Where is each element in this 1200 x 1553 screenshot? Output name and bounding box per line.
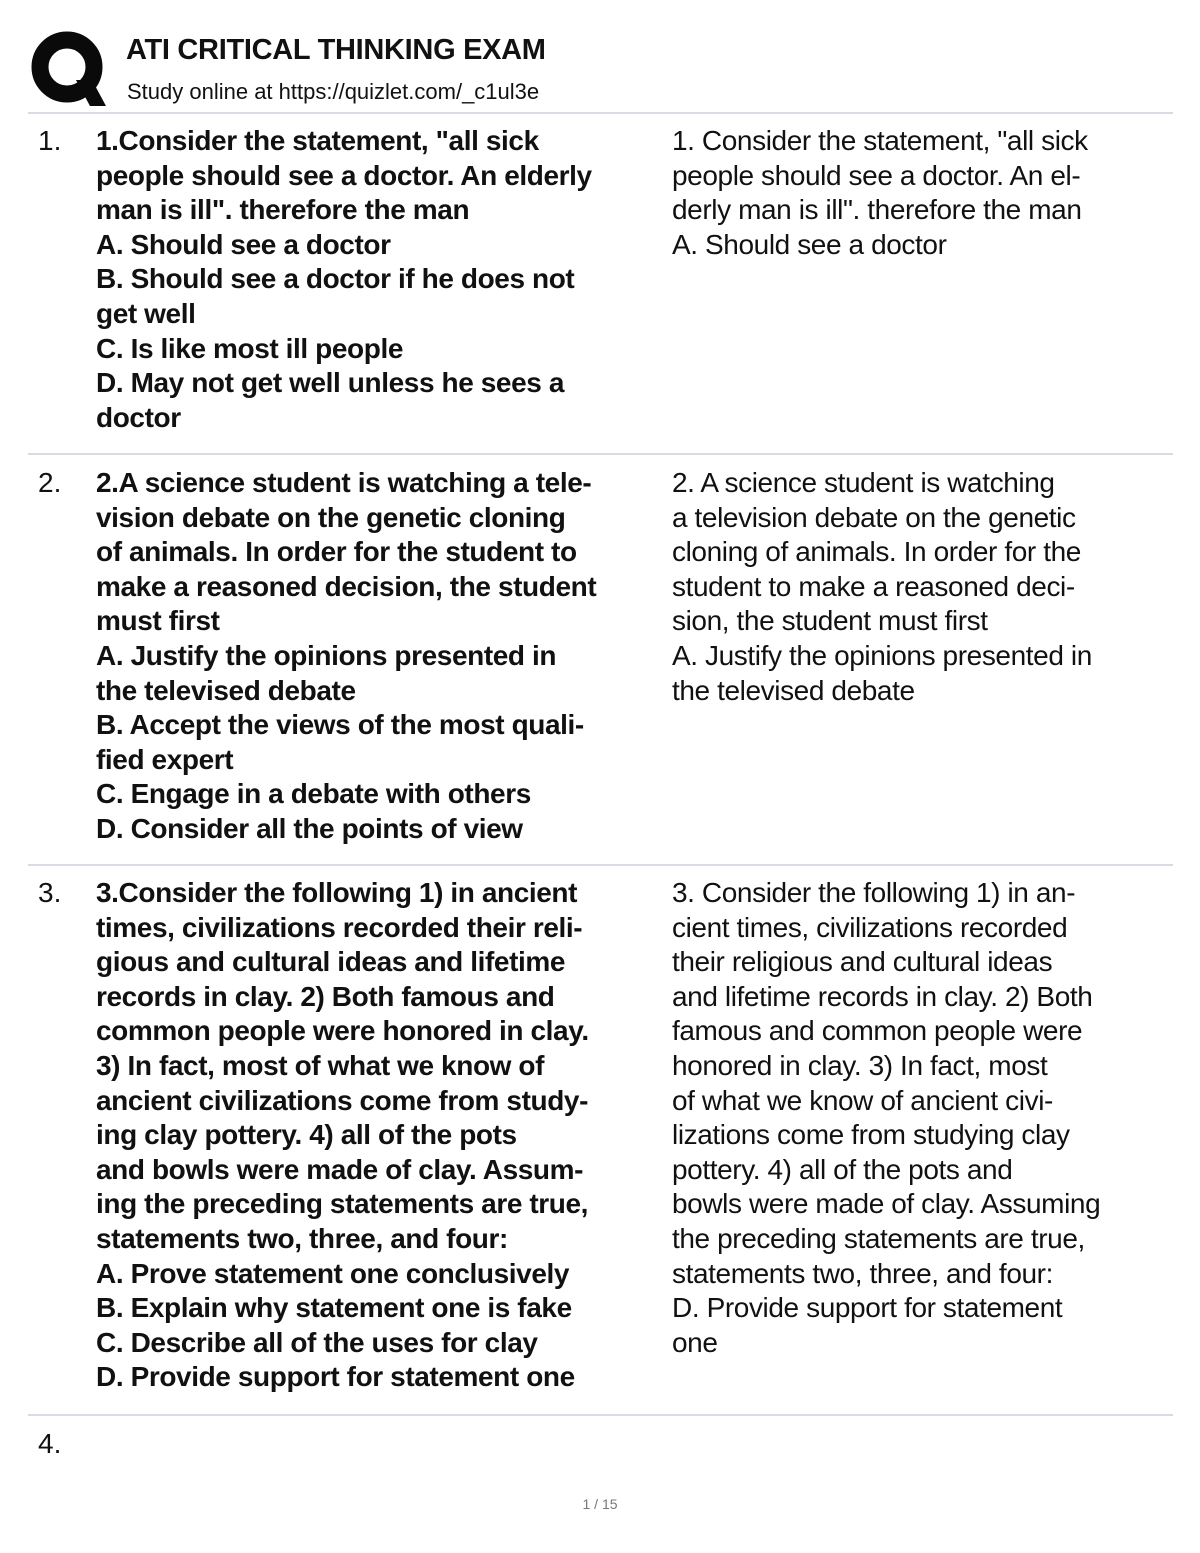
divider — [28, 112, 1173, 114]
card-term — [96, 466, 668, 847]
term-line: 3.Consider the following 1) in ancient — [96, 877, 578, 908]
definition-line: A. Should see a doctor — [672, 228, 947, 260]
definition-line: the televised debate — [672, 674, 915, 706]
flashcard-4 — [28, 1427, 1173, 1467]
definition-line: A. Justify the opinions presented in — [672, 639, 1092, 671]
quizlet-logo-icon — [30, 30, 106, 106]
term-line: people should see a doctor. An elderly — [96, 159, 592, 191]
definition-line: cient times, civilizations recorded — [672, 911, 1068, 943]
term-line: man is ill". therefore the man — [96, 194, 470, 226]
card-number: 1. — [38, 125, 62, 156]
definition-line: their religious and cultural ideas — [672, 946, 1053, 978]
definition-line: the preceding statements are true, — [672, 1222, 1085, 1254]
flashcard-2 — [28, 466, 1173, 851]
term-line: A. Prove statement one conclusively — [96, 1257, 570, 1289]
term-line: common people were honored in clay. — [96, 1015, 589, 1047]
definition-line: lizations come from studying clay — [672, 1119, 1070, 1151]
term-line: B. Accept the views of the most quali- — [96, 709, 584, 741]
term-line: D. Consider all the points of view — [96, 812, 523, 844]
term-line: and bowls were made of clay. Assum- — [96, 1153, 584, 1185]
term-line: statements two, three, and four: — [96, 1222, 508, 1254]
definition-line: 2. A science student is watching — [672, 467, 1055, 498]
term-line: ing clay pottery. 4) all of the pots — [96, 1119, 517, 1151]
definition-line: cloning of animals. In order for the — [672, 536, 1081, 568]
term-line: must first — [96, 605, 220, 637]
term-line: B. Explain why statement one is fake — [96, 1292, 572, 1324]
definition-line: statements two, three, and four: — [672, 1257, 1053, 1289]
definition-line: 3. Consider the following 1) in an- — [672, 877, 1076, 908]
term-line: get well — [96, 297, 196, 329]
term-line: A. Justify the opinions presented in — [96, 639, 557, 671]
term-line: 3) In fact, most of what we know of — [96, 1049, 545, 1081]
definition-line: honored in clay. 3) In fact, most — [672, 1049, 1048, 1081]
definition-line: sion, the student must first — [672, 605, 988, 637]
divider — [28, 864, 1173, 866]
term-line: the televised debate — [96, 674, 356, 706]
card-number: 4. — [38, 1428, 62, 1459]
study-online-link[interactable]: Study online at https://quizlet.com/_c1ul3e — [127, 79, 540, 104]
term-line: of animals. In order for the student to — [96, 536, 577, 568]
definition-line: people should see a doctor. An el- — [672, 159, 1081, 191]
definition-line: and lifetime records in clay. 2) Both — [672, 980, 1093, 1012]
term-line: ing the preceding statements are true, — [96, 1188, 589, 1220]
term-line: 2.A science student is watching a tele- — [96, 467, 592, 498]
term-line: C. Is like most ill people — [96, 332, 404, 364]
definition-line: derly man is ill". therefore the man — [672, 194, 1082, 226]
flashcard-3 — [28, 876, 1173, 1401]
term-line: times, civilizations recorded their reli- — [96, 911, 583, 943]
term-line: make a reasoned decision, the student — [96, 570, 597, 602]
term-line: fied expert — [96, 743, 234, 775]
term-line: D. May not get well unless he sees a — [96, 367, 564, 399]
term-line: 1.Consider the statement, "all sick — [96, 125, 539, 156]
term-line: C. Engage in a debate with others — [96, 778, 531, 810]
term-line: records in clay. 2) Both famous and — [96, 980, 555, 1012]
divider — [28, 453, 1173, 455]
definition-line: D. Provide support for statement — [672, 1292, 1063, 1324]
definition-line: one — [672, 1326, 718, 1358]
definition-line: famous and common people were — [672, 1015, 1083, 1047]
term-line: D. Provide support for statement one — [96, 1361, 575, 1393]
card-number: 2. — [38, 467, 62, 498]
divider — [28, 1414, 1173, 1416]
term-line: doctor — [96, 401, 181, 433]
term-line: vision debate on the genetic cloning — [96, 501, 566, 533]
card-definition — [672, 124, 1172, 262]
flashcard-1 — [28, 124, 1173, 440]
page-number: 1 / 15 — [582, 1496, 618, 1512]
definition-line: bowls were made of clay. Assuming — [672, 1188, 1101, 1220]
term-line: B. Should see a doctor if he does not — [96, 263, 575, 295]
card-term — [96, 876, 668, 1395]
card-number: 3. — [38, 877, 62, 908]
document-title: ATI CRITICAL THINKING EXAM — [126, 34, 546, 66]
definition-line: student to make a reasoned deci- — [672, 570, 1075, 602]
card-term — [96, 124, 668, 435]
definition-line: pottery. 4) all of the pots and — [672, 1153, 1013, 1185]
term-line: C. Describe all of the uses for clay — [96, 1326, 538, 1358]
term-line: A. Should see a doctor — [96, 228, 391, 260]
term-line: gious and cultural ideas and lifetime — [96, 946, 566, 978]
definition-line: of what we know of ancient civi- — [672, 1084, 1053, 1116]
term-line: ancient civilizations come from study- — [96, 1084, 589, 1116]
definition-line: a television debate on the genetic — [672, 501, 1076, 533]
definition-line: 1. Consider the statement, "all sick — [672, 125, 1088, 156]
card-definition — [672, 466, 1172, 708]
card-definition — [672, 876, 1172, 1360]
